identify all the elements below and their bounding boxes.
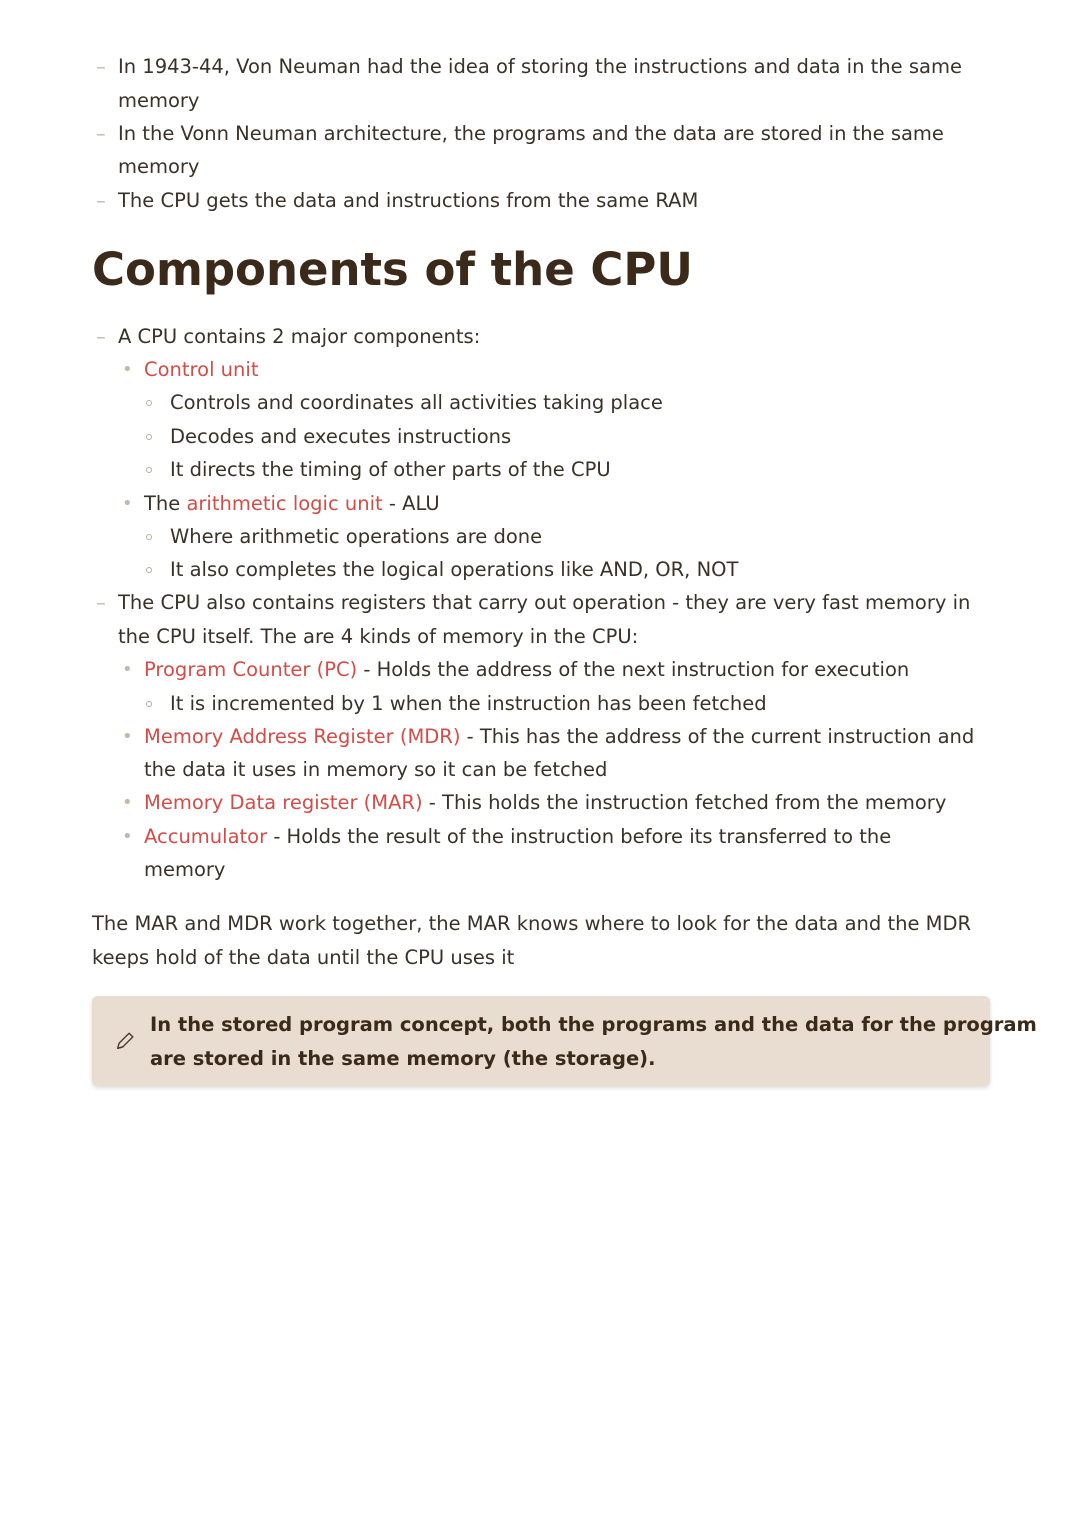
summary-line-2: keeps hold of the data until the CPU uses it — [92, 946, 515, 969]
circle-bullet-icon — [146, 467, 152, 473]
register-item-mdr-cont: the data it uses in memory so it can be fetched — [144, 758, 608, 781]
alu-point: Where arithmetic operations are done — [170, 520, 542, 554]
circle-bullet-icon — [146, 400, 152, 406]
dot-bullet-icon: • — [122, 826, 133, 847]
register-item-accumulator: • Accumulator - Holds the result of the instruction before its transferred to the — [144, 820, 891, 854]
register-name: Program Counter (PC) — [144, 658, 358, 681]
intro-item-1: – In 1943-44, Von Neuman had the idea of storing the instructions and data in the same — [118, 50, 962, 84]
alu-item: • The arithmetic logic unit - ALU — [144, 487, 440, 521]
pencil-icon — [114, 1030, 136, 1052]
dash-bullet-icon: – — [96, 591, 106, 614]
circle-bullet-icon — [146, 701, 152, 707]
dash-bullet-icon: – — [96, 55, 106, 78]
control-unit-point: Decodes and executes instructions — [170, 420, 511, 454]
dot-bullet-icon: • — [122, 792, 133, 813]
register-item-pc: • Program Counter (PC) - Holds the address of the next instruction for execution — [144, 653, 909, 687]
circle-bullet-icon — [146, 567, 152, 573]
alu-title: arithmetic logic unit — [186, 492, 383, 515]
components-lead: – A CPU contains 2 major components: — [118, 320, 480, 354]
control-unit-point: Controls and coordinates all activities taking place — [170, 386, 663, 420]
intro-item-2-cont: memory — [118, 155, 200, 178]
register-item-mdr: • Memory Address Register (MDR) - This has the address of the current instruction and — [144, 720, 974, 754]
dash-bullet-icon: – — [96, 325, 106, 348]
callout-text: In the stored program concept, both the programs and the data for the program are stored in the same memory (the storage). — [150, 1013, 1037, 1070]
summary-line-1: The MAR and MDR work together, the MAR knows where to look for the data and the MDR — [92, 912, 972, 935]
alu-point: It also completes the logical operations like AND, OR, NOT — [170, 553, 738, 587]
register-sub-point: It is incremented by 1 when the instruction has been fetched — [170, 687, 767, 721]
dot-bullet-icon: • — [122, 659, 133, 680]
intro-item-3: – The CPU gets the data and instructions from the same RAM — [118, 184, 698, 218]
callout-box — [92, 996, 1037, 1086]
dot-bullet-icon: • — [122, 359, 133, 380]
register-item-mar: • Memory Data register (MAR) - This holds the instruction fetched from the memory — [144, 786, 946, 820]
section-heading: Components of the CPU — [92, 243, 693, 296]
dash-bullet-icon: – — [96, 122, 106, 145]
registers-lead: – The CPU also contains registers that carry out operation - they are very fast memory in — [118, 586, 970, 620]
dot-bullet-icon: • — [122, 493, 133, 514]
intro-item-1-cont: memory — [118, 89, 200, 112]
circle-bullet-icon — [146, 534, 152, 540]
register-item-accumulator-cont: memory — [144, 858, 226, 881]
registers-lead-cont: the CPU itself. The are 4 kinds of memory in the CPU: — [118, 625, 639, 648]
register-name: Memory Address Register (MDR) — [144, 725, 461, 748]
control-unit-item — [122, 353, 259, 387]
intro-item-2: – In the Vonn Neuman architecture, the programs and the data are stored in the same — [118, 117, 944, 151]
control-unit-title: Control unit — [144, 358, 259, 381]
register-name: Accumulator — [144, 825, 268, 848]
circle-bullet-icon — [146, 434, 152, 440]
dash-bullet-icon: – — [96, 189, 106, 212]
control-unit-point: It directs the timing of other parts of the CPU — [170, 453, 611, 487]
register-name: Memory Data register (MAR) — [144, 791, 423, 814]
dot-bullet-icon: • — [122, 726, 133, 747]
